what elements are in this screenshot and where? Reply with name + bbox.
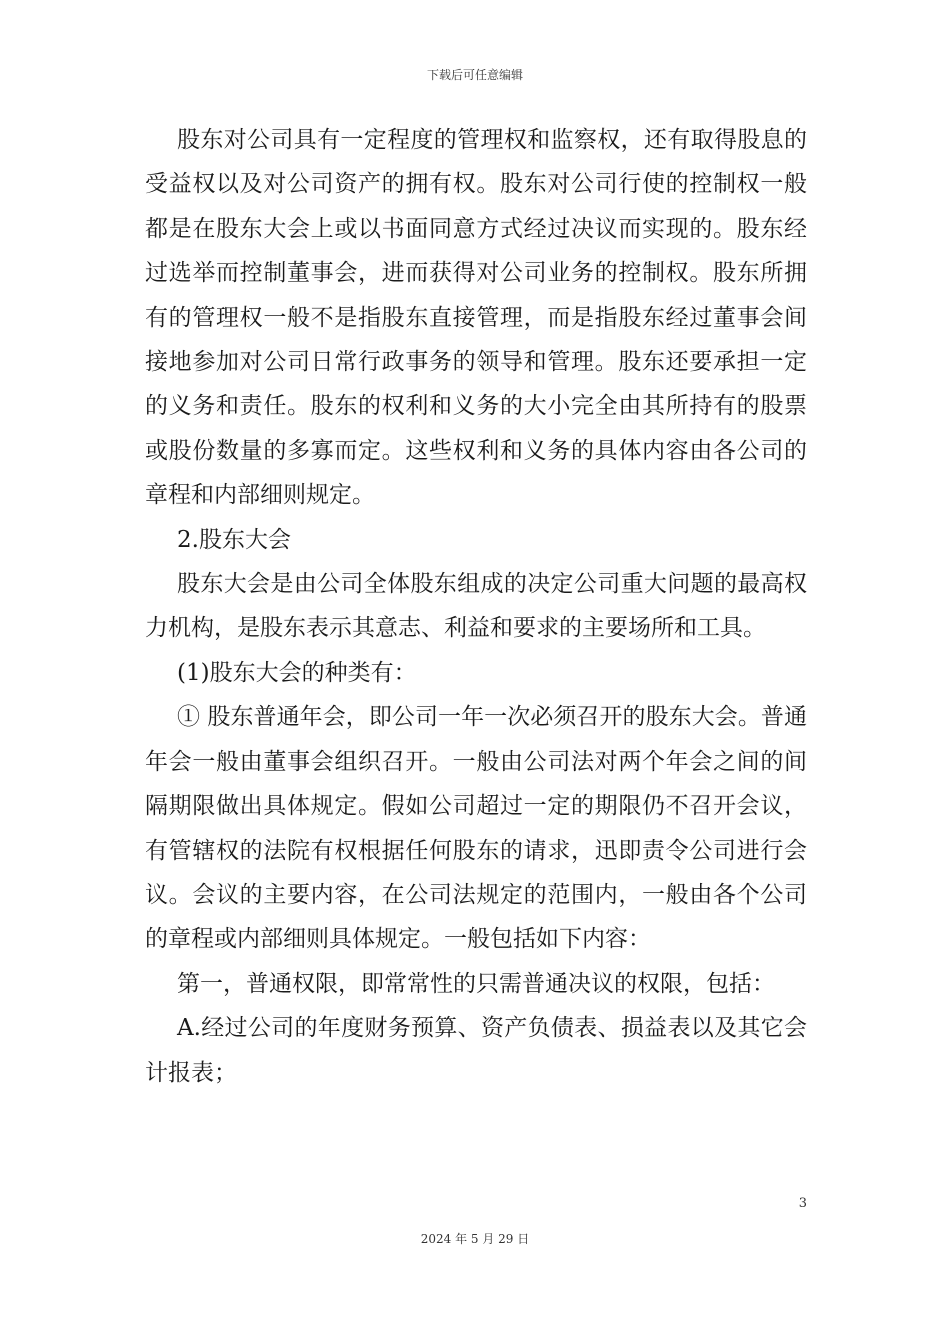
section-heading-shareholders-meeting: 2.股东大会 xyxy=(177,526,291,553)
paragraph-shareholder-rights: 股东对公司具有一定程度的管理权和监察权，还有取得股息的受益权以及对公司资产的拥有权。股东对公司行使的控制权一般都是在股东大会上或以书面同意方式经过决议而实现的。股东经过选举而控制董事会，进而获得对公司业务的控制权。股东所拥有的管理权一般不是指股东直接管理，而是指股东经过董事会间接地参加对公司日常行政事务的领导和管理。股东还要承担一定的义务和责任。股东的权利和义务的大小完全由其所持有的股票或股份数量的多寡而定。这些权利和义务的具体内容由各公司的章程和内部细则规定。 xyxy=(145,127,807,509)
page-number: 3 xyxy=(798,1196,807,1211)
page-footer-date: 2024 年 5 月 29 日 xyxy=(420,1232,530,1246)
paragraph-annual-meeting: ① 股东普通年会，即公司一年一次必须召开的股东大会。普通年会一般由董事会组织召开。一般由公司法对两个年会之间的间隔期限做出具体规定。假如公司超过一定的期限仍不召开会议，有管辖权的法院有权根据任何股东的请求，迅即责令公司进行会议。会议的主要内容，在公司法规定的范围内，一般由各个公司的章程或内部细则具体规定。一般包括如下内容： xyxy=(145,704,807,953)
paragraph-meeting-types-heading: (1)股东大会的种类有： xyxy=(177,659,417,686)
paragraph-item-a: A.经过公司的年度财务预算、资产负债表、损益表以及其它会计报表； xyxy=(145,1015,807,1086)
paragraph-meeting-definition: 股东大会是由公司全体股东组成的决定公司重大问题的最高权力机构，是股东表示其意志、利益和要求的主要场所和工具。 xyxy=(145,571,807,642)
document-body xyxy=(145,118,807,1095)
page-header: 下载后可任意编辑 xyxy=(426,68,523,82)
paragraph-ordinary-powers: 第一，普通权限，即常常性的只需普通决议的权限，包括： xyxy=(177,970,775,997)
